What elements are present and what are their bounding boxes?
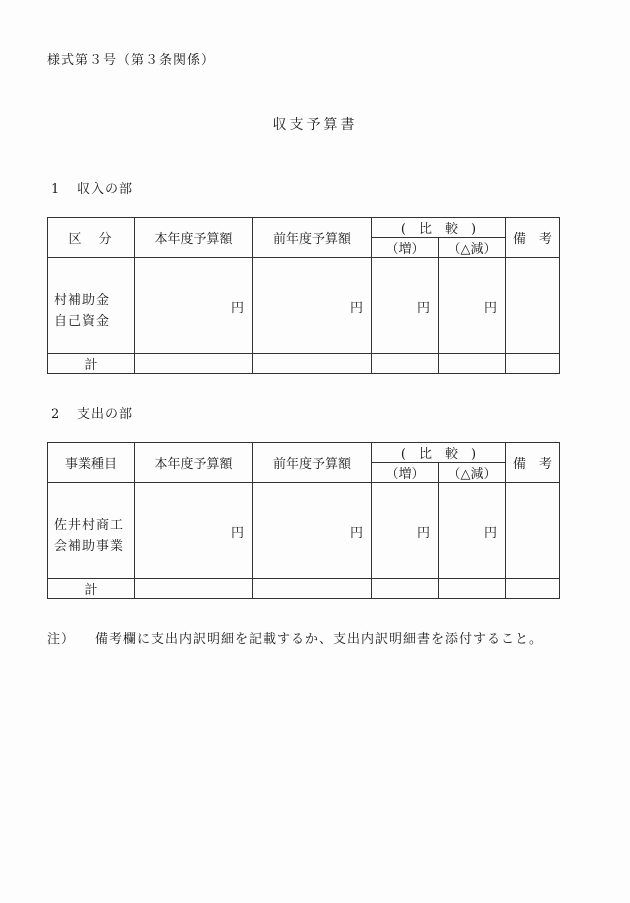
expense-increase-unit: 円 [372,483,439,579]
income-header-comparison: ( 比 較 ) [372,218,506,238]
expense-header-previous-budget: 前年度予算額 [253,443,372,483]
income-decrease-unit: 円 [439,258,506,354]
income-item: 自己資金 [54,313,111,329]
income-table [47,217,560,374]
expense-item: 佐井村商工会補助事業 [54,517,125,554]
income-total-decrease [439,354,506,374]
document-title: 収支予算書 [272,117,358,133]
income-remarks-cell [506,258,560,354]
footnote [47,628,543,647]
expense-header-increase: （増） [372,463,439,483]
income-previous-unit: 円 [253,258,372,354]
expense-total-remarks [506,579,560,599]
expense-header-remarks: 備 考 [506,443,560,483]
expense-header-decrease: （△減） [439,463,506,483]
income-header-remarks: 備 考 [506,218,560,258]
expense-remarks-cell [506,483,560,579]
income-current-unit: 円 [135,258,253,354]
footnote-text: 備考欄に支出内訳明細を記載するか、支出内訳明細書を添付すること。 [95,632,544,647]
income-header-decrease: （△減） [439,238,506,258]
income-total-remarks [506,354,560,374]
expense-current-unit: 円 [135,483,253,579]
expense-items-cell [48,483,135,579]
income-total-current [135,354,253,374]
expense-header-category: 事業種目 [48,443,135,483]
income-header-category: 区 分 [48,218,135,258]
income-increase-unit: 円 [372,258,439,354]
expense-decrease-unit: 円 [439,483,506,579]
income-section-number: 1 [51,182,61,197]
income-section-heading [51,178,133,197]
income-total-label: 計 [48,354,135,374]
income-items-cell [48,258,135,354]
expense-total-previous [253,579,372,599]
expense-section-number: 2 [51,407,61,422]
expense-total-decrease [439,579,506,599]
expense-total-increase [372,579,439,599]
expense-total-label: 計 [48,579,135,599]
expense-total-current [135,579,253,599]
income-header-increase: （増） [372,238,439,258]
income-item: 村補助金 [54,292,111,308]
income-total-increase [372,354,439,374]
expense-header-current-budget: 本年度予算額 [135,443,253,483]
expense-previous-unit: 円 [253,483,372,579]
income-section-title: 収入の部 [77,182,134,197]
income-total-previous [253,354,372,374]
footnote-label: 注） [47,632,76,647]
income-header-current-budget: 本年度予算額 [135,218,253,258]
expense-section-title: 支出の部 [77,407,134,422]
form-number: 様式第３号（第３条関係） [47,53,216,68]
expense-table [47,442,560,599]
expense-header-comparison: ( 比 較 ) [372,443,506,463]
expense-section-heading [51,403,133,422]
income-header-previous-budget: 前年度予算額 [253,218,372,258]
